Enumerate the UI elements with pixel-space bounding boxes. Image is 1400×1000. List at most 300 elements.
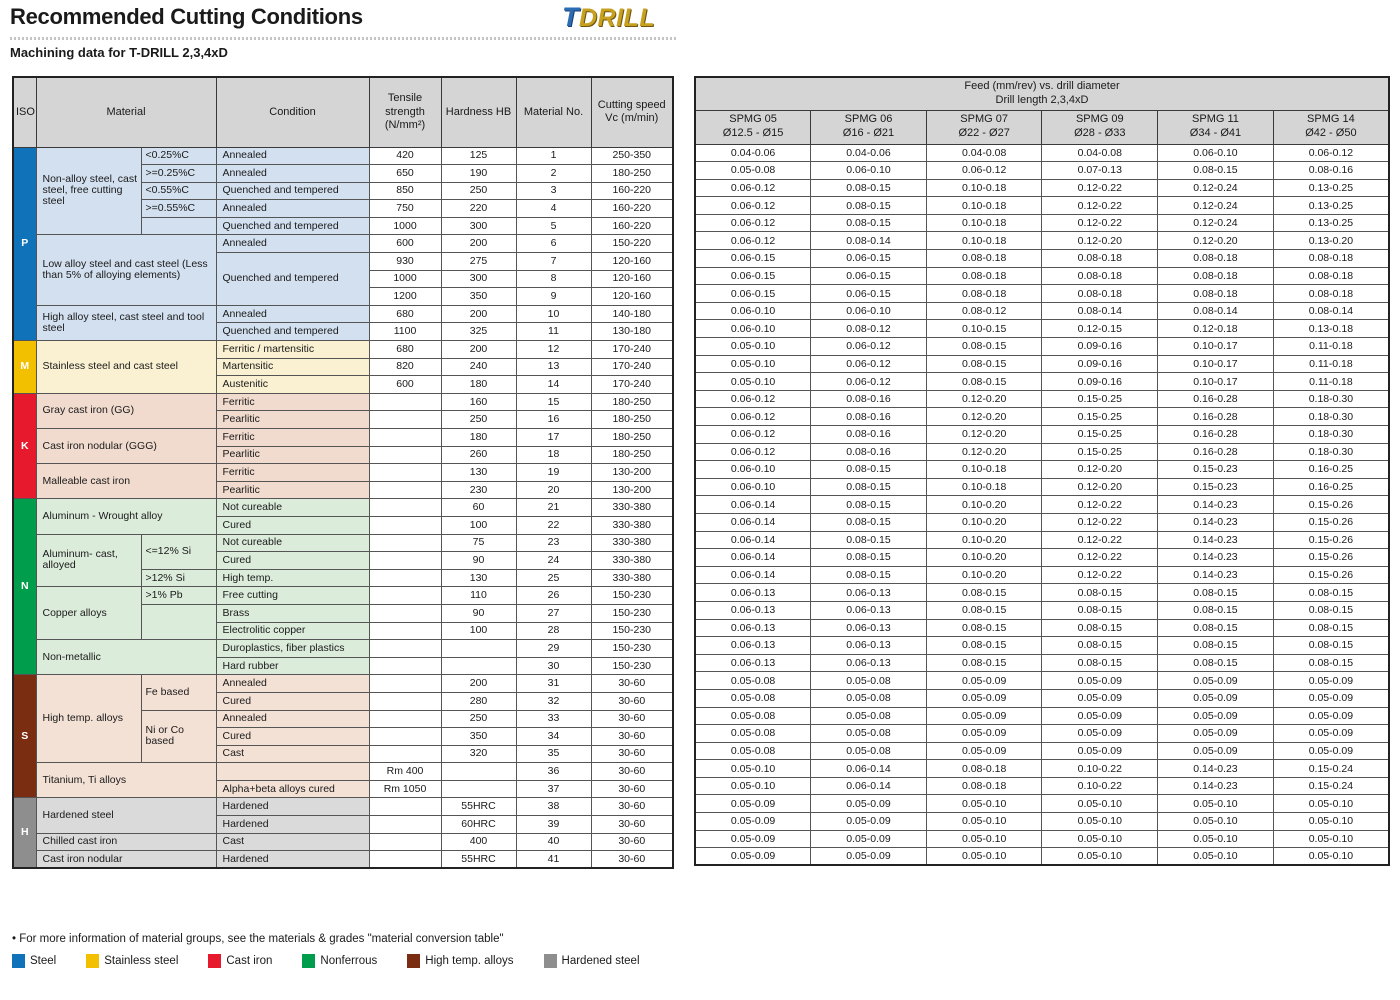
feed-value-cell: 0.08-0.18 <box>1158 285 1274 303</box>
feed-value-cell: 0.13-0.18 <box>1273 320 1389 338</box>
machining-table-row <box>13 851 673 869</box>
condition: Annealed <box>216 305 369 323</box>
feed-title-line2: Drill length 2,3,4xD <box>995 93 1089 106</box>
feed-value-cell: 0.15-0.25 <box>1042 426 1158 444</box>
machining-table-row <box>13 499 673 517</box>
material-group-legend <box>12 954 640 968</box>
material-name: Gray cast iron (GG) <box>36 393 216 428</box>
feed-value-cell: 0.05-0.09 <box>1158 707 1274 725</box>
feed-value-cell: 0.04-0.06 <box>695 144 811 162</box>
feed-value-cell: 0.08-0.18 <box>1042 250 1158 268</box>
value-cell: 820 <box>369 358 441 376</box>
feed-value-cell: 0.05-0.09 <box>1158 725 1274 743</box>
value-cell: 330-380 <box>591 534 673 552</box>
value-cell: 200 <box>441 235 516 253</box>
feed-value-cell: 0.08-0.15 <box>1158 601 1274 619</box>
feed-value-cell: 0.05-0.08 <box>695 742 811 760</box>
feed-value-cell: 0.11-0.18 <box>1273 373 1389 391</box>
condition: Pearlitic <box>216 446 369 464</box>
feed-value-cell: 0.05-0.08 <box>695 162 811 180</box>
value-cell: 39 <box>516 816 591 834</box>
value-cell: 5 <box>516 217 591 235</box>
feed-table-row <box>695 355 1389 373</box>
feed-value-cell: 0.13-0.25 <box>1273 197 1389 215</box>
feed-table-row <box>695 250 1389 268</box>
condition: Annealed <box>216 710 369 728</box>
feed-table-column-header-row <box>695 110 1389 144</box>
feed-value-cell: 0.06-0.13 <box>811 601 927 619</box>
machining-table-row <box>13 464 673 482</box>
feed-value-cell: 0.06-0.15 <box>811 285 927 303</box>
value-cell <box>369 745 441 763</box>
material-name: Aluminum- cast, alloyed <box>36 534 141 587</box>
feed-value-cell: 0.12-0.18 <box>1158 320 1274 338</box>
feed-value-cell: 0.12-0.20 <box>1042 232 1158 250</box>
feed-value-cell: 0.10-0.17 <box>1158 355 1274 373</box>
feed-value-cell: 0.10-0.17 <box>1158 338 1274 356</box>
value-cell: 180-250 <box>591 165 673 183</box>
feed-value-cell: 0.16-0.28 <box>1158 426 1274 444</box>
feed-value-cell: 0.15-0.23 <box>1158 478 1274 496</box>
material-name: Cast iron nodular (GGG) <box>36 429 216 464</box>
iso-group-s: S <box>13 675 36 798</box>
material-name: Non-alloy steel, cast steel, free cutting steel <box>36 147 141 235</box>
value-cell <box>441 780 516 798</box>
value-cell <box>369 833 441 851</box>
insert-size-label: SPMG 09 <box>1075 113 1124 126</box>
feed-value-cell: 0.05-0.10 <box>1273 813 1389 831</box>
feed-value-cell: 0.10-0.22 <box>1042 760 1158 778</box>
feed-value-cell: 0.05-0.09 <box>1273 725 1389 743</box>
material-sub: >=0.55%C <box>141 200 216 218</box>
feed-table-row <box>695 654 1389 672</box>
value-cell: 250 <box>441 182 516 200</box>
value-cell: 930 <box>369 253 441 271</box>
condition: Annealed <box>216 200 369 218</box>
machining-table-row <box>13 763 673 781</box>
feed-value-cell: 0.05-0.10 <box>1042 795 1158 813</box>
insert-size-label: SPMG 11 <box>1192 113 1239 126</box>
feed-value-cell: 0.18-0.30 <box>1273 443 1389 461</box>
value-cell: 130 <box>441 464 516 482</box>
material-sub: >12% Si <box>141 569 216 587</box>
condition: Cured <box>216 516 369 534</box>
feed-value-cell: 0.09-0.16 <box>1042 355 1158 373</box>
iso-group-k: K <box>13 393 36 499</box>
value-cell <box>369 464 441 482</box>
feed-value-cell: 0.12-0.22 <box>1042 566 1158 584</box>
value-cell: 18 <box>516 446 591 464</box>
value-cell: 120-160 <box>591 270 673 288</box>
value-cell: 330-380 <box>591 516 673 534</box>
value-cell: 160-220 <box>591 217 673 235</box>
feed-value-cell: 0.06-0.12 <box>695 408 811 426</box>
feed-value-cell: 0.12-0.22 <box>1042 513 1158 531</box>
feed-value-cell: 0.10-0.18 <box>926 214 1042 232</box>
feed-value-cell: 0.05-0.09 <box>926 742 1042 760</box>
value-cell <box>369 534 441 552</box>
legend-color-swatch <box>407 954 420 968</box>
feed-value-cell: 0.14-0.23 <box>1158 760 1274 778</box>
material-name: Titanium, Ti alloys <box>36 763 216 798</box>
material-sub: <0.25%C <box>141 147 216 165</box>
feed-value-cell: 0.06-0.10 <box>811 302 927 320</box>
legend-label: Hardened steel <box>561 955 640 967</box>
value-cell <box>369 657 441 675</box>
feed-value-cell: 0.08-0.15 <box>1273 654 1389 672</box>
feed-value-cell: 0.15-0.26 <box>1273 566 1389 584</box>
value-cell: 250 <box>441 411 516 429</box>
feed-value-cell: 0.05-0.09 <box>1273 689 1389 707</box>
value-cell: 22 <box>516 516 591 534</box>
value-cell: 600 <box>369 376 441 394</box>
condition: Annealed <box>216 165 369 183</box>
feed-value-cell: 0.16-0.28 <box>1158 408 1274 426</box>
material-name: High alloy steel, cast steel and tool steel <box>36 305 216 340</box>
material-name: Chilled cast iron <box>36 833 216 851</box>
feed-value-cell: 0.05-0.10 <box>1158 848 1274 866</box>
feed-value-cell: 0.08-0.15 <box>1158 654 1274 672</box>
feed-value-cell: 0.05-0.10 <box>1273 830 1389 848</box>
feed-value-cell: 0.08-0.18 <box>1042 285 1158 303</box>
feed-value-cell: 0.05-0.09 <box>811 795 927 813</box>
value-cell: 250 <box>441 710 516 728</box>
feed-value-cell: 0.06-0.13 <box>695 637 811 655</box>
condition: Pearlitic <box>216 411 369 429</box>
feed-value-cell: 0.05-0.10 <box>695 338 811 356</box>
feed-value-cell: 0.05-0.10 <box>926 848 1042 866</box>
feed-value-cell: 0.05-0.09 <box>811 830 927 848</box>
material-name: Cast iron nodular <box>36 851 216 869</box>
feed-value-cell: 0.16-0.25 <box>1273 478 1389 496</box>
feed-value-cell: 0.15-0.24 <box>1273 760 1389 778</box>
value-cell <box>369 604 441 622</box>
legend-item <box>302 954 377 968</box>
value-cell <box>369 640 441 658</box>
value-cell: 260 <box>441 446 516 464</box>
material-name: Low alloy steel and cast steel (Less than 5% of alloying elements) <box>36 235 216 305</box>
value-cell: 6 <box>516 235 591 253</box>
feed-table-row <box>695 601 1389 619</box>
condition: High temp. <box>216 569 369 587</box>
feed-value-cell: 0.14-0.23 <box>1158 566 1274 584</box>
feed-table-row <box>695 813 1389 831</box>
value-cell: 400 <box>441 833 516 851</box>
feed-value-cell: 0.05-0.10 <box>1273 848 1389 866</box>
feed-value-cell: 0.08-0.16 <box>1273 162 1389 180</box>
feed-value-cell: 0.06-0.14 <box>695 496 811 514</box>
value-cell: 170-240 <box>591 376 673 394</box>
value-cell: 30-60 <box>591 763 673 781</box>
feed-value-cell: 0.08-0.15 <box>1042 601 1158 619</box>
feed-value-cell: 0.05-0.08 <box>811 689 927 707</box>
value-cell: 180 <box>441 376 516 394</box>
condition: Quenched and tempered <box>216 253 369 306</box>
condition: Duroplastics, fiber plastics <box>216 640 369 658</box>
title-divider <box>10 37 678 40</box>
page-subtitle: Machining data for T-DRILL 2,3,4xD <box>10 45 228 60</box>
machining-table-row <box>13 640 673 658</box>
feed-value-cell: 0.12-0.22 <box>1042 531 1158 549</box>
feed-value-cell: 0.08-0.18 <box>1158 267 1274 285</box>
value-cell: 30-60 <box>591 833 673 851</box>
value-cell: 330-380 <box>591 499 673 517</box>
value-cell: 150-230 <box>591 640 673 658</box>
feed-value-cell: 0.06-0.13 <box>695 584 811 602</box>
feed-value-cell: 0.10-0.22 <box>1042 777 1158 795</box>
feed-value-cell: 0.06-0.14 <box>695 531 811 549</box>
feed-value-cell: 0.05-0.10 <box>1273 795 1389 813</box>
feed-value-cell: 0.06-0.12 <box>1273 144 1389 162</box>
value-cell: 11 <box>516 323 591 341</box>
legend-label: Nonferrous <box>320 955 378 967</box>
tdrill-logo-t: T <box>562 2 579 32</box>
feed-value-cell: 0.08-0.15 <box>1158 584 1274 602</box>
condition: Cured <box>216 728 369 746</box>
feed-value-cell: 0.14-0.23 <box>1158 531 1274 549</box>
insert-size-label: SPMG 05 <box>729 113 777 126</box>
value-cell: 150-230 <box>591 657 673 675</box>
value-cell: 7 <box>516 253 591 271</box>
feed-value-cell: 0.10-0.20 <box>926 566 1042 584</box>
value-cell <box>369 710 441 728</box>
feed-value-cell: 0.05-0.10 <box>1042 848 1158 866</box>
feed-value-cell: 0.05-0.09 <box>926 672 1042 690</box>
feed-value-cell: 0.06-0.13 <box>695 619 811 637</box>
legend-color-swatch <box>86 954 99 968</box>
feed-value-cell: 0.06-0.13 <box>811 654 927 672</box>
material-name: Non-metallic <box>36 640 216 675</box>
feed-value-cell: 0.18-0.30 <box>1273 408 1389 426</box>
legend-label: Cast iron <box>226 955 273 967</box>
feed-value-cell: 0.06-0.15 <box>811 250 927 268</box>
feed-table-row <box>695 637 1389 655</box>
value-cell: 75 <box>441 534 516 552</box>
feed-value-cell: 0.05-0.08 <box>811 725 927 743</box>
material-sub: >1% Pb <box>141 587 216 605</box>
feed-value-cell: 0.08-0.15 <box>926 584 1042 602</box>
feed-value-cell: 0.08-0.14 <box>1273 302 1389 320</box>
condition: Cast <box>216 745 369 763</box>
feed-value-cell: 0.06-0.12 <box>695 214 811 232</box>
value-cell: 200 <box>441 305 516 323</box>
value-cell: 40 <box>516 833 591 851</box>
feed-value-cell: 0.04-0.08 <box>926 144 1042 162</box>
value-cell <box>369 569 441 587</box>
value-cell: 34 <box>516 728 591 746</box>
value-cell: 41 <box>516 851 591 869</box>
feed-value-cell: 0.08-0.16 <box>811 426 927 444</box>
feed-value-cell: 0.05-0.09 <box>1273 707 1389 725</box>
condition: Annealed <box>216 147 369 165</box>
value-cell: 20 <box>516 481 591 499</box>
feed-value-cell: 0.12-0.20 <box>1158 232 1274 250</box>
value-cell: 29 <box>516 640 591 658</box>
feed-value-cell: 0.05-0.09 <box>811 813 927 831</box>
machining-table-header-row <box>13 77 673 147</box>
value-cell: 240 <box>441 358 516 376</box>
feed-table-row <box>695 267 1389 285</box>
material-sub: Ni or Co based <box>141 710 216 763</box>
value-cell: 330-380 <box>591 569 673 587</box>
value-cell: 200 <box>441 341 516 359</box>
insert-size-label: SPMG 07 <box>960 113 1008 126</box>
insert-size-label: SPMG 06 <box>844 113 893 126</box>
feed-table-row <box>695 390 1389 408</box>
header-condition: Condition <box>216 77 369 147</box>
condition: Hard rubber <box>216 657 369 675</box>
condition: Alpha+beta alloys cured <box>216 780 369 798</box>
feed-value-cell: 0.12-0.22 <box>1042 214 1158 232</box>
feed-value-cell: 0.05-0.09 <box>926 725 1042 743</box>
feed-value-cell: 0.08-0.15 <box>926 619 1042 637</box>
feed-value-cell: 0.08-0.15 <box>926 355 1042 373</box>
feed-value-cell: 0.08-0.18 <box>926 250 1042 268</box>
tdrill-logo-drill: DRILL <box>579 4 656 32</box>
feed-value-cell: 0.06-0.12 <box>695 443 811 461</box>
feed-value-cell: 0.08-0.15 <box>1042 654 1158 672</box>
value-cell: 55HRC <box>441 798 516 816</box>
value-cell: 30-60 <box>591 710 673 728</box>
value-cell: 680 <box>369 305 441 323</box>
machining-data-table <box>12 76 674 869</box>
value-cell: 30-60 <box>591 798 673 816</box>
feed-table-row <box>695 443 1389 461</box>
value-cell <box>369 446 441 464</box>
feed-value-cell: 0.05-0.10 <box>1158 795 1274 813</box>
value-cell: 150-220 <box>591 235 673 253</box>
feed-value-cell: 0.12-0.20 <box>926 390 1042 408</box>
machining-table-row <box>13 587 673 605</box>
value-cell: 180-250 <box>591 429 673 447</box>
feed-value-cell: 0.14-0.23 <box>1158 549 1274 567</box>
feed-value-cell: 0.08-0.15 <box>1273 637 1389 655</box>
feed-value-cell: 0.06-0.10 <box>811 162 927 180</box>
feed-table-row <box>695 742 1389 760</box>
condition: Ferritic <box>216 393 369 411</box>
value-cell <box>369 798 441 816</box>
feed-value-cell: 0.08-0.15 <box>926 654 1042 672</box>
feed-value-cell: 0.08-0.15 <box>811 566 927 584</box>
feed-value-cell: 0.05-0.10 <box>1158 830 1274 848</box>
value-cell: 1000 <box>369 270 441 288</box>
feed-table-row <box>695 426 1389 444</box>
value-cell: 330-380 <box>591 552 673 570</box>
value-cell: 130 <box>441 569 516 587</box>
feed-table-row <box>695 162 1389 180</box>
feed-value-cell: 0.08-0.12 <box>926 302 1042 320</box>
feed-value-cell: 0.06-0.13 <box>695 654 811 672</box>
value-cell: 3 <box>516 182 591 200</box>
feed-value-cell: 0.12-0.24 <box>1158 179 1274 197</box>
value-cell: 850 <box>369 182 441 200</box>
feed-value-cell: 0.08-0.18 <box>1273 267 1389 285</box>
feed-value-cell: 0.08-0.16 <box>811 443 927 461</box>
value-cell: 350 <box>441 728 516 746</box>
material-sub: <=12% Si <box>141 534 216 569</box>
feed-value-cell: 0.15-0.26 <box>1273 531 1389 549</box>
feed-value-cell: 0.05-0.09 <box>811 848 927 866</box>
value-cell <box>369 692 441 710</box>
feed-column-header <box>1042 110 1158 144</box>
feed-table-row <box>695 461 1389 479</box>
feed-value-cell: 0.06-0.14 <box>811 777 927 795</box>
feed-value-cell: 0.05-0.10 <box>695 760 811 778</box>
feed-value-cell: 0.15-0.26 <box>1273 496 1389 514</box>
legend-item <box>12 954 56 968</box>
feed-table-row <box>695 214 1389 232</box>
feed-value-cell: 0.08-0.15 <box>811 549 927 567</box>
feed-value-cell: 0.08-0.15 <box>1158 637 1274 655</box>
value-cell: 130-180 <box>591 323 673 341</box>
condition: Hardened <box>216 798 369 816</box>
condition: Quenched and tempered <box>216 217 369 235</box>
value-cell <box>369 851 441 869</box>
value-cell: 16 <box>516 411 591 429</box>
feed-value-cell: 0.12-0.24 <box>1158 214 1274 232</box>
condition: Hardened <box>216 816 369 834</box>
feed-value-cell: 0.08-0.15 <box>926 338 1042 356</box>
feed-value-cell: 0.15-0.25 <box>1042 443 1158 461</box>
feed-table-row <box>695 373 1389 391</box>
feed-value-cell: 0.08-0.12 <box>811 320 927 338</box>
machining-table-row <box>13 341 673 359</box>
feed-value-cell: 0.09-0.16 <box>1042 338 1158 356</box>
feed-value-cell: 0.05-0.09 <box>1273 672 1389 690</box>
feed-value-cell: 0.05-0.10 <box>1158 813 1274 831</box>
feed-value-cell: 0.08-0.15 <box>926 601 1042 619</box>
feed-value-cell: 0.08-0.18 <box>1042 267 1158 285</box>
feed-column-header <box>695 110 811 144</box>
footnote: • For more information of material groups, see the materials & grades "material conversion table" <box>12 933 504 945</box>
feed-value-cell: 0.12-0.20 <box>1042 478 1158 496</box>
feed-value-cell: 0.12-0.22 <box>1042 179 1158 197</box>
legend-item <box>86 954 178 968</box>
value-cell: 180 <box>441 429 516 447</box>
value-cell: 30-60 <box>591 816 673 834</box>
value-cell: 36 <box>516 763 591 781</box>
value-cell: 60HRC <box>441 816 516 834</box>
feed-value-cell: 0.08-0.18 <box>1273 250 1389 268</box>
feed-value-cell: 0.10-0.18 <box>926 461 1042 479</box>
value-cell <box>369 481 441 499</box>
feed-column-header <box>811 110 927 144</box>
feed-value-cell: 0.12-0.22 <box>1042 549 1158 567</box>
value-cell: Rm 400 <box>369 763 441 781</box>
feed-table-row <box>695 584 1389 602</box>
feed-value-cell: 0.05-0.08 <box>695 672 811 690</box>
feed-value-cell: 0.13-0.25 <box>1273 179 1389 197</box>
feed-value-cell: 0.06-0.14 <box>695 566 811 584</box>
feed-table-row <box>695 566 1389 584</box>
feed-value-cell: 0.05-0.09 <box>926 707 1042 725</box>
feed-value-cell: 0.05-0.09 <box>1042 672 1158 690</box>
diameter-range-label: Ø16 - Ø21 <box>842 127 895 139</box>
feed-value-cell: 0.06-0.10 <box>695 320 811 338</box>
feed-value-cell: 0.06-0.12 <box>695 426 811 444</box>
condition: Annealed <box>216 235 369 253</box>
machining-table-row <box>13 147 673 165</box>
feed-value-cell: 0.06-0.12 <box>926 162 1042 180</box>
feed-table-row <box>695 197 1389 215</box>
feed-value-cell: 0.12-0.22 <box>1042 197 1158 215</box>
value-cell: 300 <box>441 270 516 288</box>
feed-value-cell: 0.06-0.15 <box>811 267 927 285</box>
condition <box>216 763 369 781</box>
value-cell: 12 <box>516 341 591 359</box>
feed-value-cell: 0.15-0.23 <box>1158 461 1274 479</box>
feed-value-cell: 0.10-0.20 <box>926 513 1042 531</box>
